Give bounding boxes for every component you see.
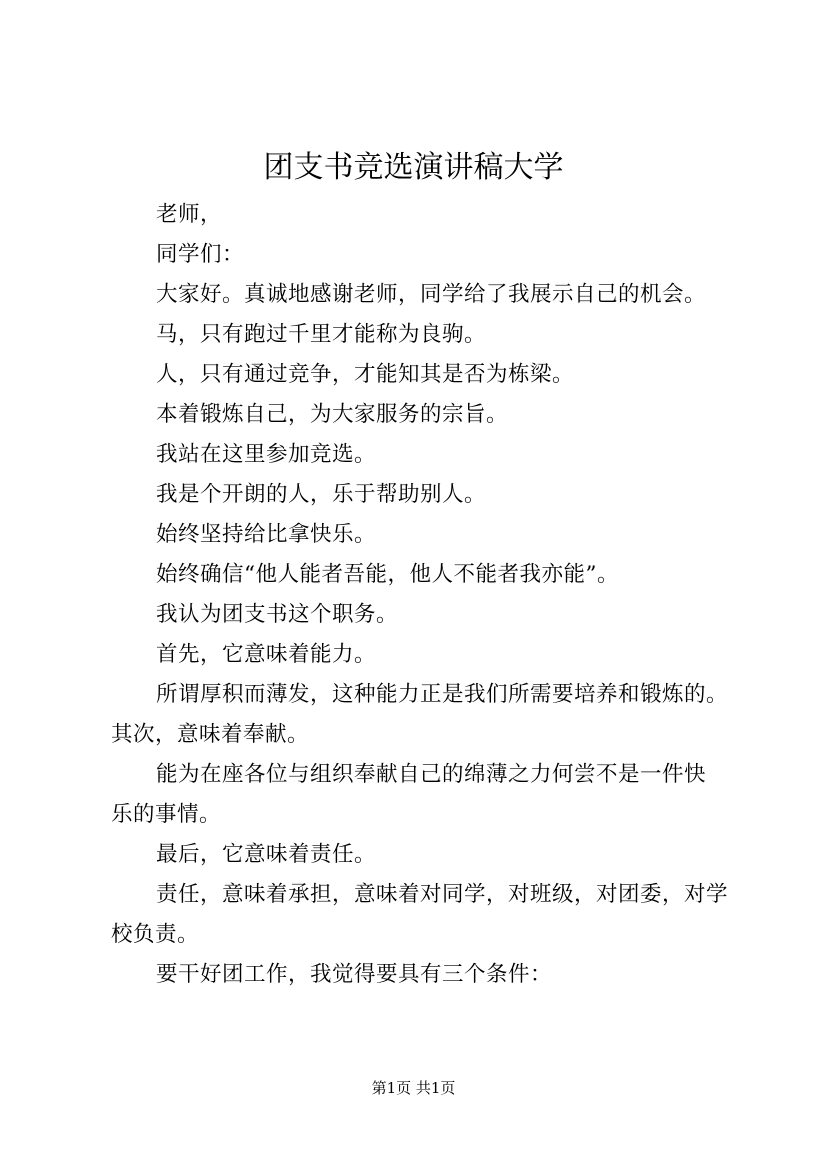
- paragraph-line: 马，只有跑过千里才能称为良驹。: [156, 322, 487, 347]
- paragraph: [111, 435, 737, 475]
- paragraph: [111, 395, 737, 435]
- paragraph-line: 我认为团支书这个职务。: [156, 602, 399, 627]
- paragraph: [111, 555, 737, 595]
- paragraph: [111, 635, 737, 675]
- paragraph: [111, 235, 737, 275]
- paragraph: [111, 315, 737, 355]
- paragraph-line: 人，只有通过竞争，才能知其是否为栋梁。: [156, 362, 575, 387]
- paragraph-line: 老师，: [156, 202, 223, 227]
- paragraph-line: 我站在这里参加竞选。: [156, 442, 377, 467]
- paragraph: [111, 355, 737, 395]
- paragraph: [111, 475, 737, 515]
- paragraph-line: 大家好。真诚地感谢老师，同学给了我展示自己的机会。: [156, 282, 707, 307]
- paragraph: [111, 675, 737, 755]
- paragraph-line: 责任，意味着承担，意味着对同学，对班级，对团委，对学: [156, 882, 729, 907]
- paragraph: [111, 755, 737, 835]
- paragraph-line: 始终确信“他人能者吾能，他人不能者我亦能”。: [156, 562, 619, 587]
- paragraph-line: 其次，意味着奉献。: [111, 722, 310, 747]
- paragraph: [111, 955, 737, 995]
- paragraph-line: 同学们：: [156, 242, 245, 267]
- paragraph: [111, 875, 737, 955]
- paragraph: [111, 275, 737, 315]
- paragraph-line: 能为在座各位与组织奉献自己的绵薄之力何尝不是一件快: [156, 762, 707, 787]
- document-title: 团支书竞选演讲稿大学: [263, 150, 564, 185]
- paragraph: [111, 835, 737, 875]
- paragraph-line: 校负责。: [111, 922, 200, 947]
- paragraph-line: 最后，它意味着责任。: [156, 842, 377, 867]
- paragraph-line: 所谓厚积而薄发，这种能力正是我们所需要培养和锻炼的。: [156, 682, 729, 707]
- paragraph-line: 首先，它意味着能力。: [156, 642, 377, 667]
- paragraph-line: 我是个开朗的人，乐于帮助别人。: [156, 482, 487, 507]
- paragraph: [111, 195, 737, 235]
- paragraph: [111, 595, 737, 635]
- paragraph-line: 始终坚持给比拿快乐。: [156, 522, 377, 547]
- paragraph-line: 要干好团工作，我觉得要具有三个条件：: [156, 962, 553, 987]
- document-body: [111, 195, 737, 995]
- paragraph: [111, 515, 737, 555]
- paragraph-line: 乐的事情。: [111, 802, 222, 827]
- paragraph-line: 本着锻炼自己，为大家服务的宗旨。: [156, 402, 509, 427]
- page-footer: 第1页 共1页: [371, 1079, 456, 1097]
